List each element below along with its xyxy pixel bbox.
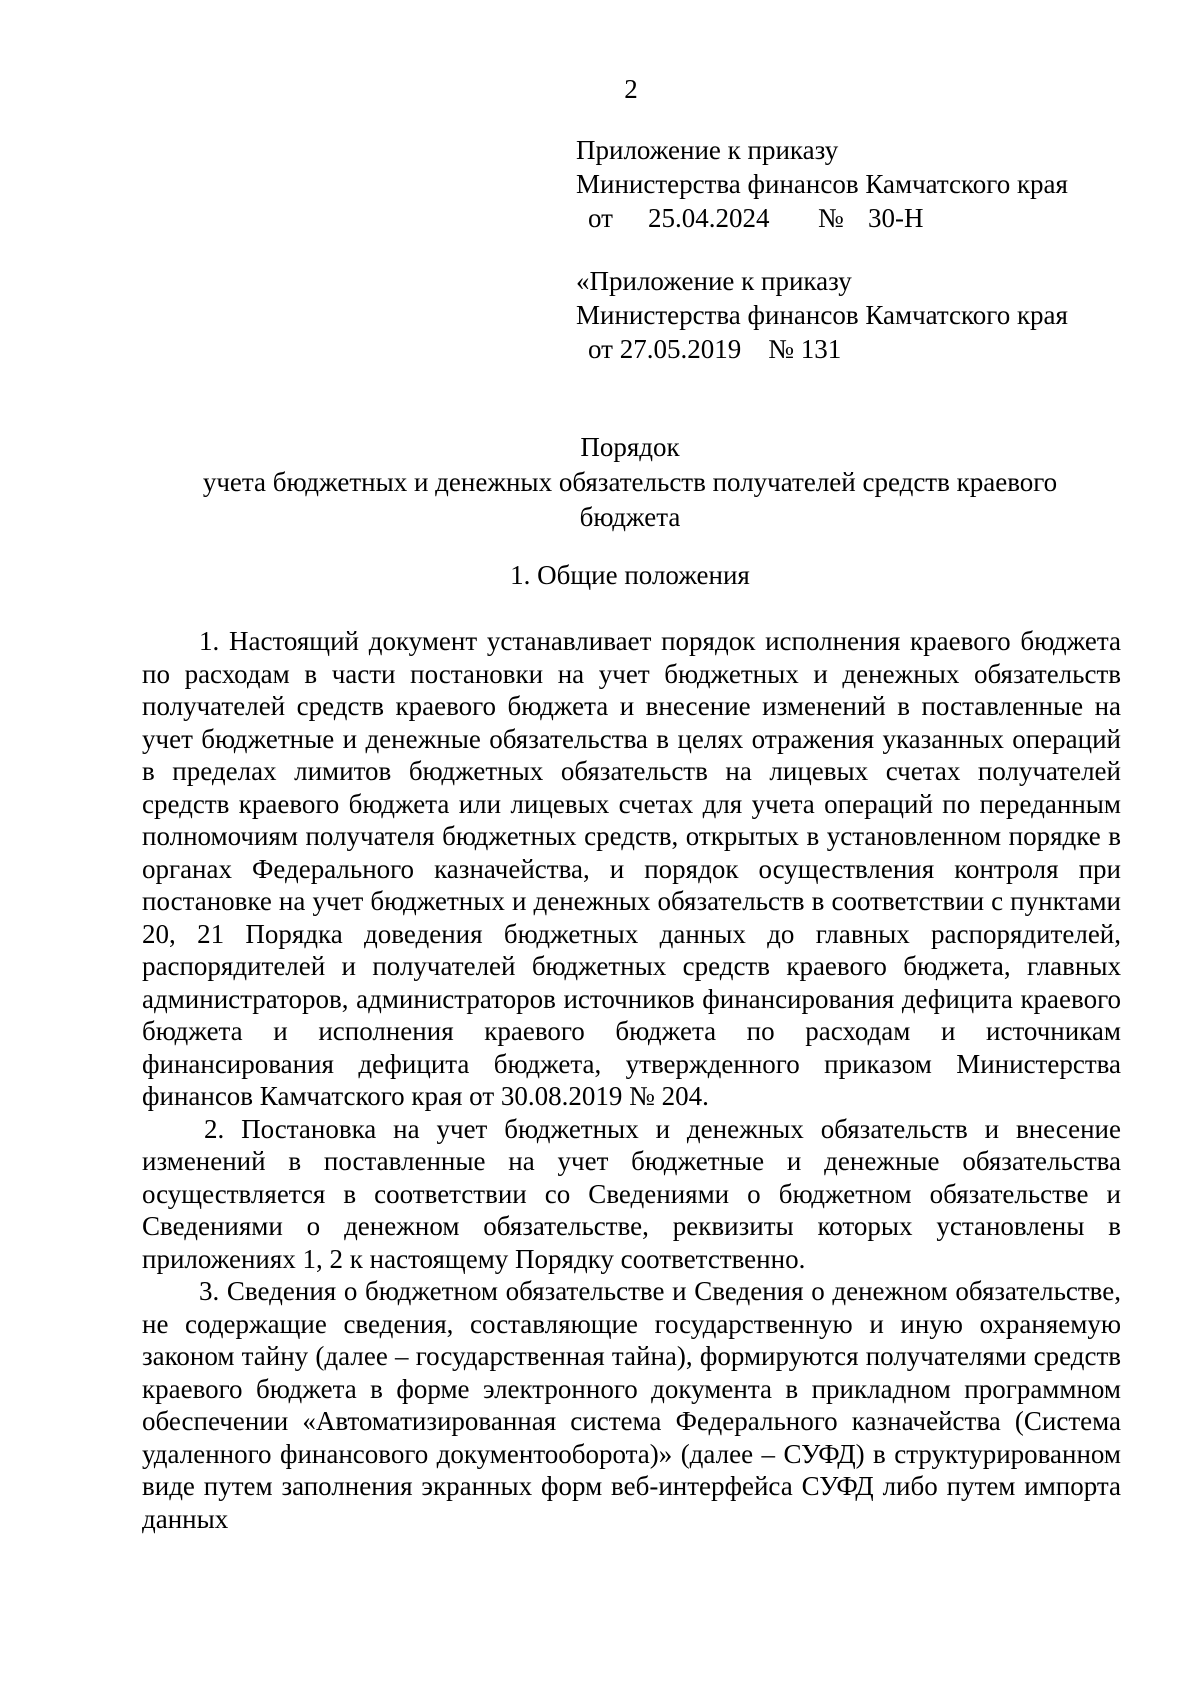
appendix-original-line2: Министерства финансов Камчатского края	[576, 300, 1068, 330]
appendix-current-date: 25.04.2024	[648, 203, 770, 233]
appendix-original-line1: «Приложение к приказу	[576, 266, 852, 296]
appendix-current-number: 30-Н	[868, 203, 924, 233]
paragraph-3: 3. Сведения о бюджетном обязательстве и Сведения о денежном обязательстве, не содержащие сведения, составляющие государственную и иную охраняемую законом тайну (далее – государственная тайна), формируются получателями средств краевого бюджета в форме электронного документа в прикладном программном обеспечении «Автоматизированная система Федерального казначейства (Система удаленного финансового документооборота)» (далее – СУФД) в структурированном виде путем заполнения экранных форм веб-интерфейса СУФД либо путем импорта данных	[142, 1276, 1121, 1534]
appendix-current-reference	[576, 201, 1068, 235]
appendix-original-order	[576, 264, 1068, 366]
paragraph-2: 2. Постановка на учет бюджетных и денежных обязательств и внесение изменений в поставленные на учет бюджетные и денежные обязательства осуществляется в соответствии со Сведениями о бюджетном обязательстве и Сведениями о денежном обязательстве, реквизиты которых установлены в приложениях 1, 2 к настоящему Порядку соответственно.	[142, 1113, 1121, 1274]
appendix-current-line2: Министерства финансов Камчатского края	[576, 169, 1068, 199]
page-number: 2	[624, 74, 638, 104]
appendix-current-number-label: №	[818, 203, 844, 233]
section-heading: 1. Общие положения	[510, 560, 750, 590]
document-title	[140, 430, 1120, 535]
appendix-original-line3: от 27.05.2019 № 131	[588, 334, 842, 364]
body-text	[142, 625, 1121, 1535]
title-line2: учета бюджетных и денежных обязательств получателей средств краевого бюджета	[202, 467, 1058, 532]
appendix-current-line1: Приложение к приказу	[576, 135, 839, 165]
title-line1: Порядок	[580, 432, 680, 462]
appendix-current-from-label: от	[588, 203, 613, 233]
paragraph-1: 1. Настоящий документ устанавливает порядок исполнения краевого бюджета по расходам в части постановки на учет бюджетных и денежных обязательств получателей средств краевого бюджета и внесение изменений в поставленные на учет бюджетные и денежные обязательства в целях отражения указанных операций в пределах лимитов бюджетных обязательств на лицевых счетах получателей средств краевого бюджета или лицевых счетах для учета операций по переданным полномочиям получателя бюджетных средств, открытых в установленном порядке в органах Федерального казначейства, и порядок осуществления контроля при постановке на учет бюджетных и денежных обязательств в соответствии с пунктами 20, 21 Порядка доведения бюджетных данных до главных распорядителей, распорядителей и получателей бюджетных средств краевого бюджета, главных администраторов, администраторов источников финансирования дефицита краевого бюджета и исполнения краевого бюджета по расходам и источникам финансирования дефицита бюджета, утвержденного приказом Министерства финансов Камчатского края от 30.08.2019 № 204.	[142, 626, 1121, 1111]
appendix-current-order	[576, 133, 1068, 235]
